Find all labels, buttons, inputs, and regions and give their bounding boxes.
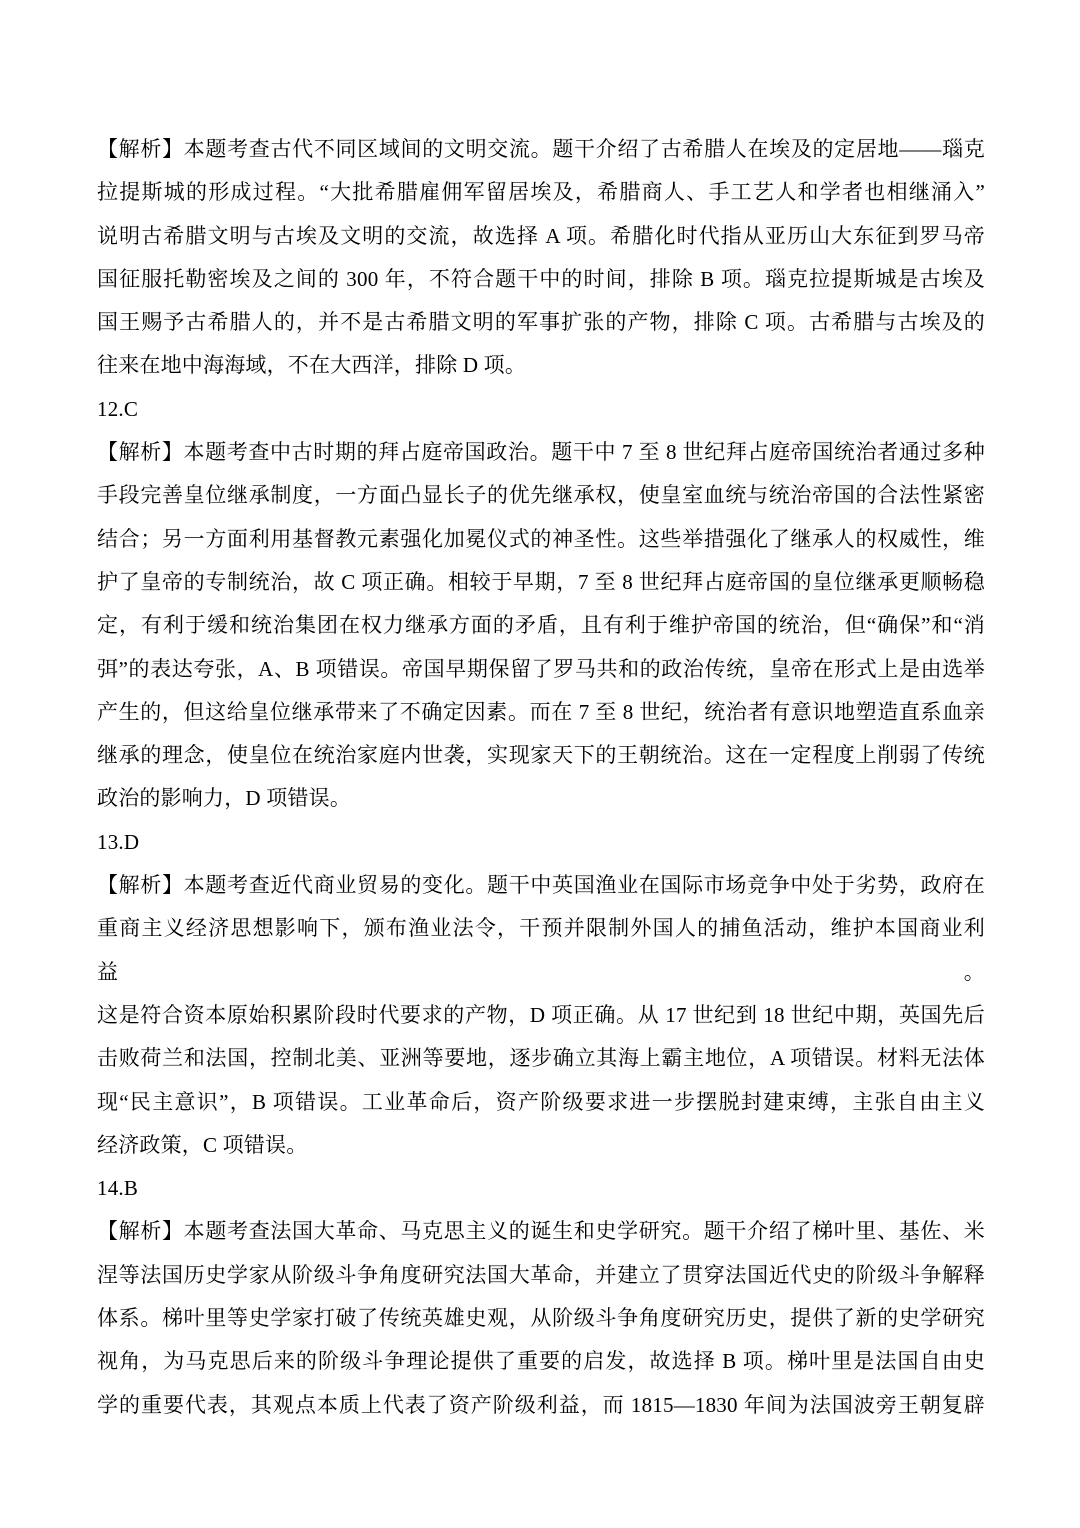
explanation-line: 【解析】本题考查近代商业贸易的变化。题干中英国渔业在国际市场竞争中处于劣势，政府在: [97, 873, 985, 898]
explanation-line: 重商主义经济思想影响下，颁布渔业法令，干预并限制外国人的捕鱼活动，维护本国商业利益。: [97, 916, 985, 984]
explanation-line: 经济政策，C 项错误。: [97, 1132, 308, 1157]
explanation-line: 产生的，但这给皇位继承带来了不确定因素。而在 7 至 8 世纪，统治者有意识地塑造直系血亲: [97, 699, 985, 724]
explanation-line: 这是符合资本原始积累阶段时代要求的产物，D 项正确。从 17 世纪到 18 世纪中期，英国先后: [97, 1002, 985, 1027]
explanation-line: 继承的理念，使皇位在统治家庭内世袭，实现家天下的王朝统治。这在一定程度上削弱了传统: [97, 743, 985, 768]
explanation-line: 现“民主意识”，B 项错误。工业革命后，资产阶级要求进一步摆脱封建束缚，主张自由主义: [97, 1089, 985, 1114]
explanation-line: 学的重要代表，其观点本质上代表了资产阶级利益，而 1815—1830 年间为法国波旁王朝复辟: [97, 1392, 985, 1417]
answer-number: 12.C: [97, 396, 139, 421]
explanation-line: 【解析】本题考查中古时期的拜占庭帝国政治。题干中 7 至 8 世纪拜占庭帝国统治者通过多种: [97, 440, 985, 465]
explanation-line: 拉提斯城的形成过程。“大批希腊雇佣军留居埃及，希腊商人、手工艺人和学者也相继涌入”: [97, 180, 985, 205]
explanation-line: 视角，为马克思后来的阶级斗争理论提供了重要的启发，故选择 B 项。梯叶里是法国自由史: [97, 1349, 985, 1374]
explanation-line: 【解析】本题考查古代不同区域间的文明交流。题干介绍了古希腊人在埃及的定居地——瑙克: [97, 137, 985, 161]
explanation-line: 弭”的表达夸张，A、B 项错误。帝国早期保留了罗马共和的政治传统，皇帝在形式上是由选举: [97, 656, 985, 681]
explanation-line: 【解析】本题考查法国大革命、马克思主义的诞生和史学研究。题干介绍了梯叶里、基佐、米: [97, 1219, 985, 1244]
document-body: [97, 128, 985, 1427]
explanation-line: 护了皇帝的专制统治，故 C 项正确。相较于早期，7 至 8 世纪拜占庭帝国的皇位继承更顺畅稳: [97, 569, 985, 594]
explanation-line: 结合；另一方面利用基督教元素强化加冕仪式的神圣性。这些举措强化了继承人的权威性，维: [97, 526, 985, 551]
answer-number: 13.D: [97, 829, 140, 854]
answer-number: 14.B: [97, 1176, 139, 1201]
explanation-line: 体系。梯叶里等史学家打破了传统英雄史观，从阶级斗争角度研究历史，提供了新的史学研究: [97, 1306, 985, 1331]
explanation-line: 手段完善皇位继承制度，一方面凸显长子的优先继承权，使皇室血统与统治帝国的合法性紧密: [97, 483, 985, 508]
explanation-line: 国王赐予古希腊人的，并不是古希腊文明的军事扩张的产物，排除 C 项。古希腊与古埃及的: [97, 310, 985, 335]
explanation-line: 政治的影响力，D 项错误。: [97, 786, 352, 811]
explanation-line: 说明古希腊文明与古埃及文明的交流，故选择 A 项。希腊化时代指从亚历山大东征到罗马帝: [97, 223, 985, 248]
explanation-line: 往来在地中海海域，不在大西洋，排除 D 项。: [97, 353, 527, 378]
explanation-line: 涅等法国历史学家从阶级斗争角度研究法国大革命，并建立了贯穿法国近代史的阶级斗争解释: [97, 1262, 985, 1287]
explanation-line: 国征服托勒密埃及之间的 300 年，不符合题干中的时间，排除 B 项。瑙克拉提斯城是古埃及: [97, 266, 985, 291]
explanation-line: 击败荷兰和法国，控制北美、亚洲等要地，逐步确立其海上霸主地位，A 项错误。材料无法体: [97, 1046, 985, 1071]
explanation-line: 定，有利于缓和统治集团在权力继承方面的矛盾，且有利于维护帝国的统治，但“确保”和“消: [97, 613, 985, 638]
